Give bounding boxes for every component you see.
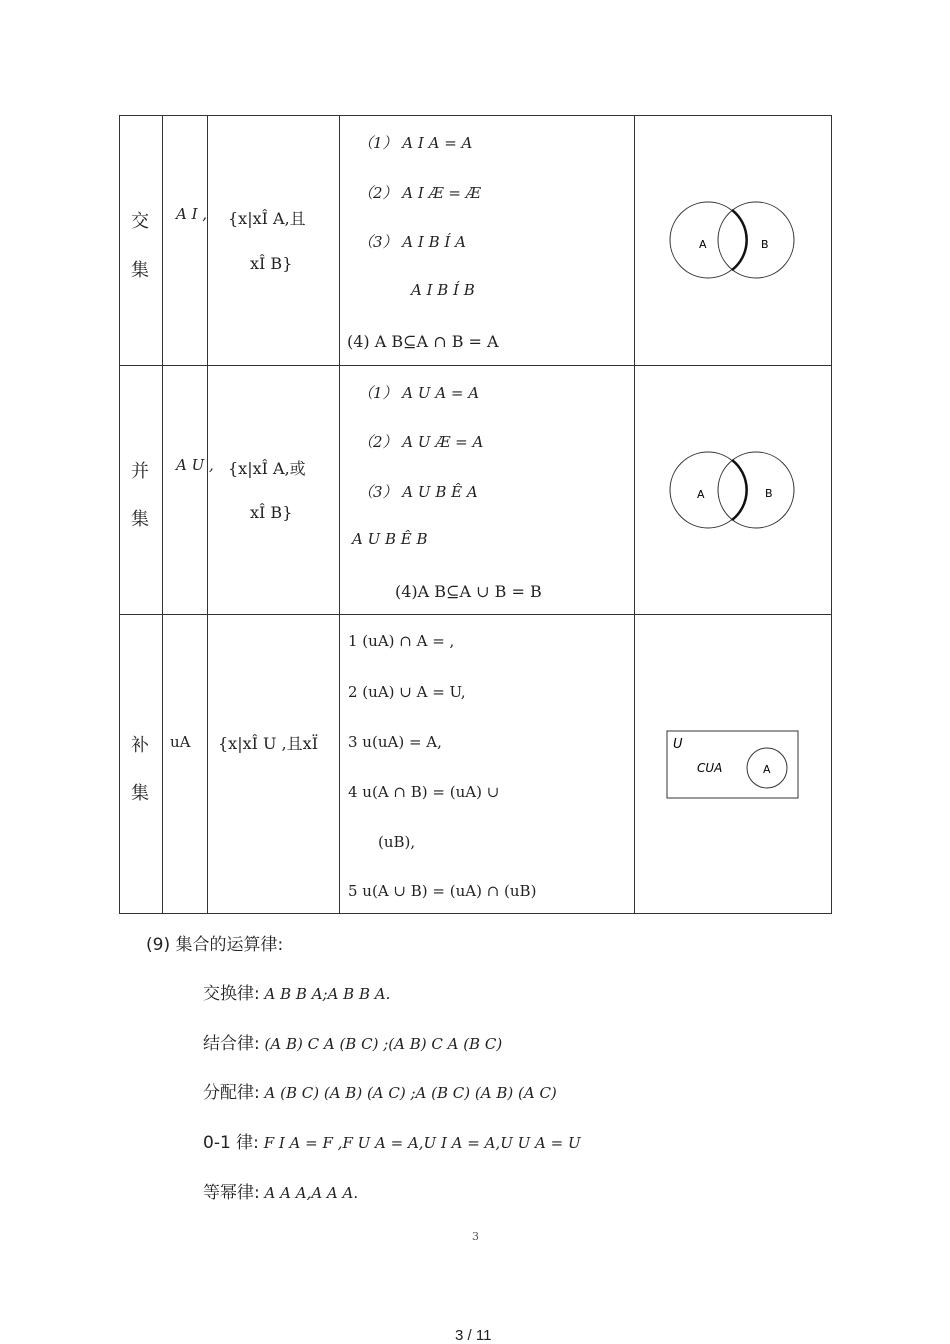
property-line: A I B Í B (411, 281, 475, 299)
universe-rectangle (667, 731, 798, 798)
property-line: （2） A U Æ = A (358, 433, 484, 451)
row-definition: {x|xÎ A,或 (228, 459, 306, 478)
law-label: 结合律: (203, 1034, 260, 1054)
property-line: (uB), (378, 833, 416, 851)
property-line: （3） A U B Ê A (358, 483, 478, 501)
venn-label-b: B (765, 487, 773, 500)
venn-set-b-circle (718, 452, 794, 528)
venn-diagram-intersection (660, 190, 810, 290)
universe-label: U (673, 737, 683, 752)
law-commutative (203, 979, 390, 1004)
row-definition: {x|xÎ A,且 (228, 209, 306, 228)
law-label: 0-1 律: (203, 1133, 259, 1153)
table-col-divider (339, 115, 340, 914)
property-line: 3 u(uA) = A, (348, 733, 442, 751)
law-expression: (A B) C A (B C) ;(A B) C A (B C) (264, 1035, 503, 1053)
property-line: 5 u(A ∪ B) = (uA) ∩ (uB) (348, 882, 537, 900)
property-line: A U B Ê B (352, 530, 428, 548)
property-line: 4 u(A ∩ B) = (uA) ∪ (348, 783, 500, 801)
law-idempotent (203, 1178, 358, 1203)
property-line: 1 (uA) ∩ A = , (348, 632, 455, 650)
row-symbol: A I , (176, 205, 208, 223)
section-heading: (9) 集合的运算律: (146, 935, 284, 955)
property-line: (4)A B⊆A ∪ B = B (395, 582, 542, 601)
property-line: (4) A B⊆A ∩ B = A (347, 332, 499, 351)
law-expression: A B B A;A B B A. (264, 985, 391, 1003)
law-associative (203, 1029, 502, 1054)
property-line: （2） A I Æ = Æ (358, 184, 481, 202)
venn-label-a: A (699, 238, 707, 251)
law-label: 分配律: (203, 1083, 260, 1103)
table-row-divider (119, 365, 832, 366)
row-name-bottom: 集 (131, 509, 149, 530)
law-expression: A A A,A A A. (264, 1184, 359, 1202)
table-border-left (119, 115, 120, 914)
property-line: （3） A I B Í A (358, 233, 466, 251)
law-distributive (203, 1078, 557, 1103)
row-name-bottom: 集 (131, 783, 149, 804)
property-line: （1） A U A = A (358, 384, 480, 402)
table-col-divider (207, 115, 208, 914)
row-definition-cont: xÎ B} (250, 503, 293, 522)
table-row-divider (119, 614, 832, 615)
row-name-top: 并 (131, 461, 149, 482)
venn-set-b-circle (718, 202, 794, 278)
row-name-top: 补 (131, 735, 149, 756)
row-symbol: uA (170, 733, 191, 751)
venn-label-a: A (697, 488, 705, 501)
venn-diagram-union (660, 440, 810, 540)
venn-label-b: B (761, 238, 769, 251)
table-border-right (831, 115, 832, 914)
table-col-divider (162, 115, 163, 914)
venn-intersection-boundary (732, 210, 747, 270)
venn-diagram-complement (660, 725, 810, 805)
table-border-bottom (119, 913, 832, 914)
law-zero-one (203, 1128, 581, 1153)
law-expression: A (B C) (A B) (A C) ;A (B C) (A B) (A C) (264, 1084, 557, 1102)
property-line: （1） A I A = A (358, 134, 473, 152)
row-definition: {x|xÎ U ,且xÏ (218, 734, 319, 753)
table-col-divider (634, 115, 635, 914)
law-expression: F I A = F ,F U A = A,U I A = A,U U A = U (263, 1134, 581, 1152)
law-label: 等幂律: (203, 1183, 260, 1203)
venn-label-a: A (763, 763, 771, 776)
row-symbol: A U , (176, 456, 214, 474)
row-name-bottom: 集 (131, 260, 149, 281)
complement-label: CUA (697, 761, 723, 775)
table-border-top (119, 115, 832, 116)
row-name-top: 交 (131, 211, 149, 232)
page-footer-number: 3 (472, 1230, 479, 1243)
law-label: 交换律: (203, 984, 260, 1004)
row-definition-cont: xÎ B} (250, 254, 293, 273)
property-line: 2 (uA) ∪ A = U, (348, 683, 466, 701)
venn-union-boundary (732, 460, 747, 520)
page-indicator: 3 / 11 (455, 1327, 492, 1344)
